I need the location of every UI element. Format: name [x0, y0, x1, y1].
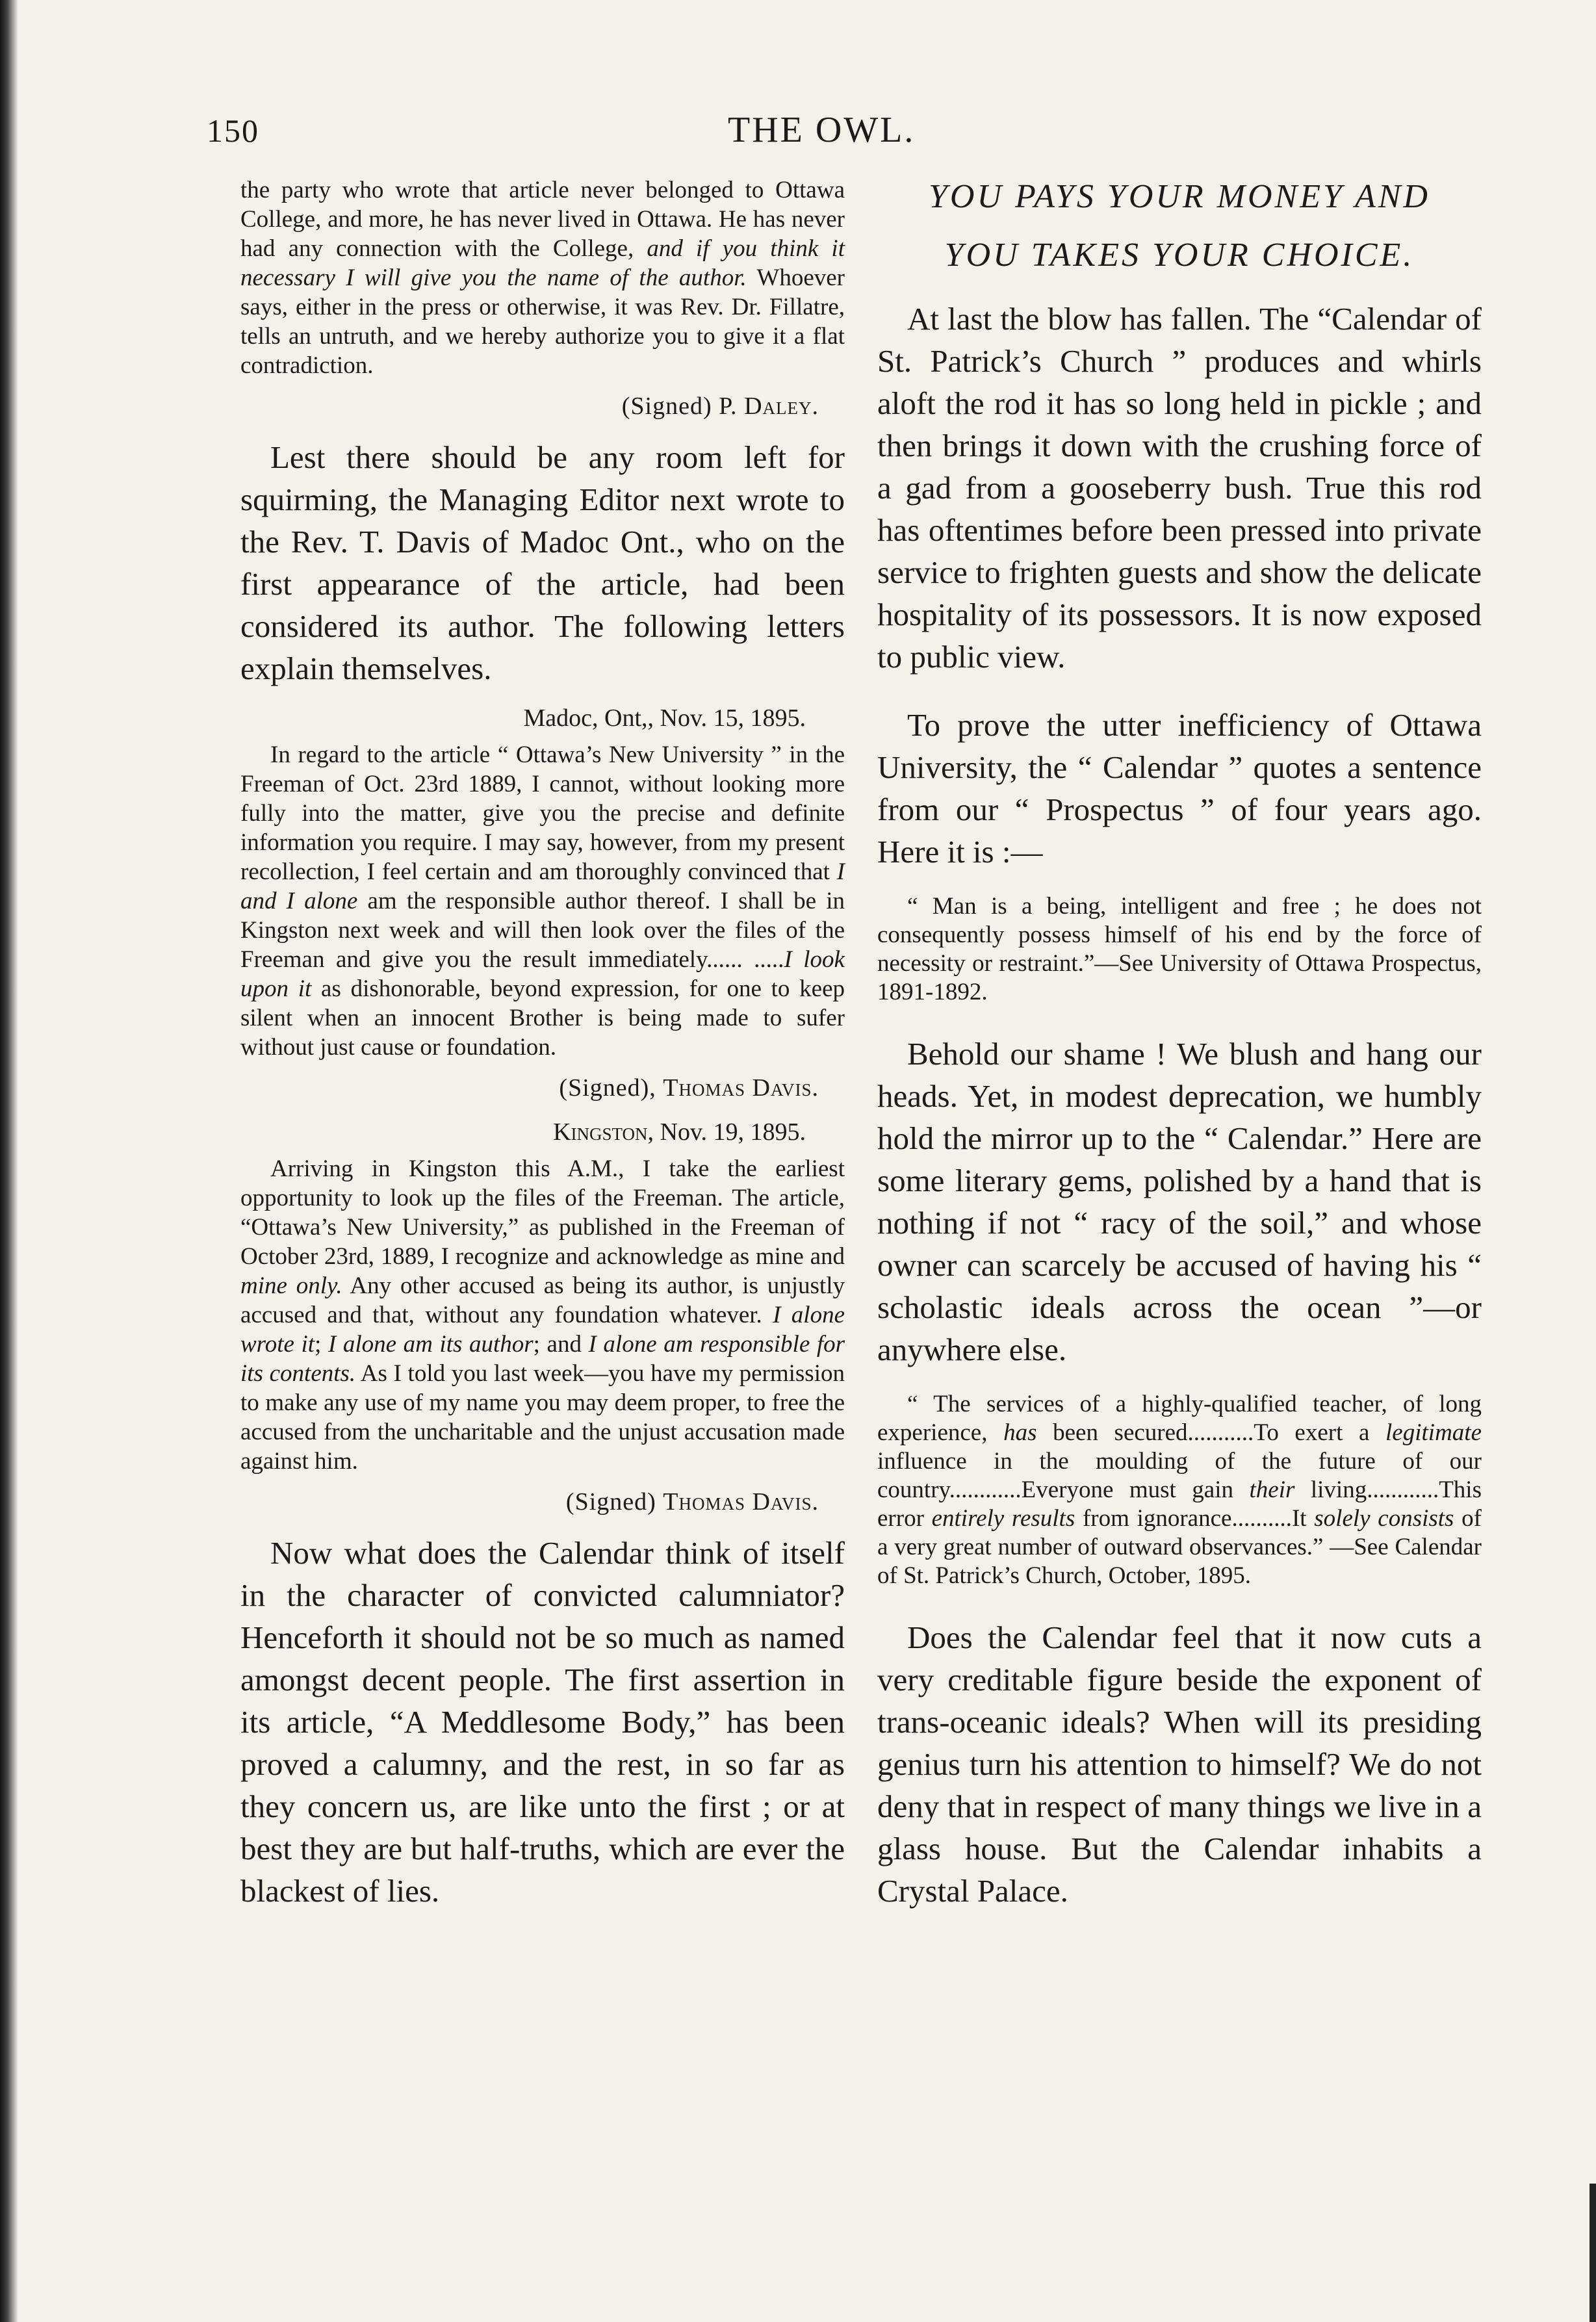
- signature-davis-1: (Signed), Thomas Davis.: [559, 1074, 819, 1102]
- letter-davis-2: Arriving in Kingston this A.M., I take the earliest opportunity to look up the files of the Freeman. The article, “Ottawa’s New University,” as published in the Freeman of October 23rd, 1889, I recognize and acknowledge as mine and mine only. Any other accused as being its author, is unjustly accused and that, without any foundation whatever. I alone wrote it; I alone am its author; and I alone am responsible for its contents. As I told you last week—you have my permission to make any use of my name you may deem proper, to free the accused from the uncharitable and the unjust accusation made against him.: [240, 1155, 845, 1475]
- paragraph-calendar-calumniator: Now what does the Calendar think of itself in the character of convicted calumniator? Henceforth it should not be so much as named amongst decent people. The first assertion in its article, “A Meddlesome Body,” has been proved a calumny, and the rest, in so far as they concern us, are like unto the first ; or at best they are but half-truths, which are ever the blackest of lies.: [240, 1535, 845, 1909]
- right-column: [877, 175, 1482, 1912]
- page-header: [0, 97, 1596, 156]
- running-title: THE OWL.: [728, 110, 916, 150]
- page-edge-left: [0, 0, 18, 2322]
- paragraph-behold-shame: Behold our shame ! We blush and hang our heads. Yet, in modest deprecation, we humbly hold the mirror up to the “ Calendar.” Here are some literary gems, polished by a hand that is nothing if not “ racy of the soil,” and whose owner can scarcely be accused of having his “ scholastic ideals across the ocean ”—or anywhere else.: [877, 1036, 1482, 1367]
- page-number: 150: [207, 112, 259, 149]
- signature-davis-2: (Signed) Thomas Davis.: [565, 1488, 819, 1516]
- paragraph-crystal-palace: Does the Calendar feel that it now cuts a very creditable figure beside the exponent of trans-oceanic ideals? When will its presiding genius turn his attention to himself? We do not deny that in respect of many things we live in a glass house. But the Calendar inhabits a Crystal Palace.: [877, 1619, 1482, 1909]
- left-column: [240, 175, 845, 1912]
- dateline-kingston: Kingston, Nov. 19, 1895.: [553, 1118, 806, 1146]
- article-title: YOU PAYS YOUR MONEY AND YOU TAKES YOUR CHOICE.: [929, 178, 1430, 274]
- quote-prospectus: “ Man is a being, intelligent and free ; he does not consequently possess himself of his end by the force of necessity or restraint.”—See University of Ottawa Prospectus, 1891-1892.: [877, 893, 1482, 1005]
- paragraph-managing-editor: Lest there should be any room left for squirming, the Managing Editor next wrote to the Rev. T. Davis of Madoc Ont., who on the first appearance of the article, had been considered its author. The following letters explain themselves.: [240, 439, 845, 686]
- paragraph-blow-fallen: At last the blow has fallen. The “Calendar of St. Patrick’s Church ” produces and whirls aloft the rod it has so long held in pickle ; and then brings it down with the crushing force of a gad from a gooseberry bush. True this rod has oftentimes before been pressed into private service to frighten guests and show the delicate hospitality of its possessors. It is now exposed to public view.: [877, 301, 1482, 675]
- paragraph-prove-inefficiency: To prove the utter inefficiency of Ottawa University, the “ Calendar ” quotes a sentence from our “ Prospectus ” of four years ago. Here it is :—: [877, 707, 1482, 870]
- dateline-madoc: Madoc, Ont,, Nov. 15, 1895.: [523, 704, 806, 732]
- page-edge-right: [1590, 2184, 1596, 2322]
- signature-daley: (Signed) P. Daley.: [621, 393, 819, 420]
- letter-davis-1: In regard to the article “ Ottawa’s New University ” in the Freeman of Oct. 23rd 1889, I cannot, without looking more fully into the matter, give you the precise and definite information you require. I may say, however, from my present recollection, I feel certain and am thoroughly convinced that I and I alone am the responsible author thereof. I shall be in Kingston next week and will then look over the files of the Freeman and give you the result immediately...... .....I look upon it as dishonorable, beyond expression, for one to keep silent when an innocent Brother is being made to sufer without just cause or foundation.: [240, 742, 845, 1061]
- letter-daley-text: the party who wrote that article never belonged to Ottawa College, and more, he has never lived in Ottawa. He has never had any connection with the College, and if you think it necessary I will give you the name of the author. Whoever says, either in the press or otherwise, it was Rev. Dr. Fillatre, tells an untruth, and we hereby authorize you to give it a flat contradiction.: [240, 177, 845, 379]
- quote-calendar: “ The services of a highly-qualified teacher, of long experience, has been secured...........To exert a legitimate influence in the moulding of the future of our country............Everyone must gain their living............This error entirely results from ignorance..........It solely consists of a very great number of outward observances.” —See Calendar of St. Patrick’s Church, October, 1895.: [877, 1391, 1482, 1589]
